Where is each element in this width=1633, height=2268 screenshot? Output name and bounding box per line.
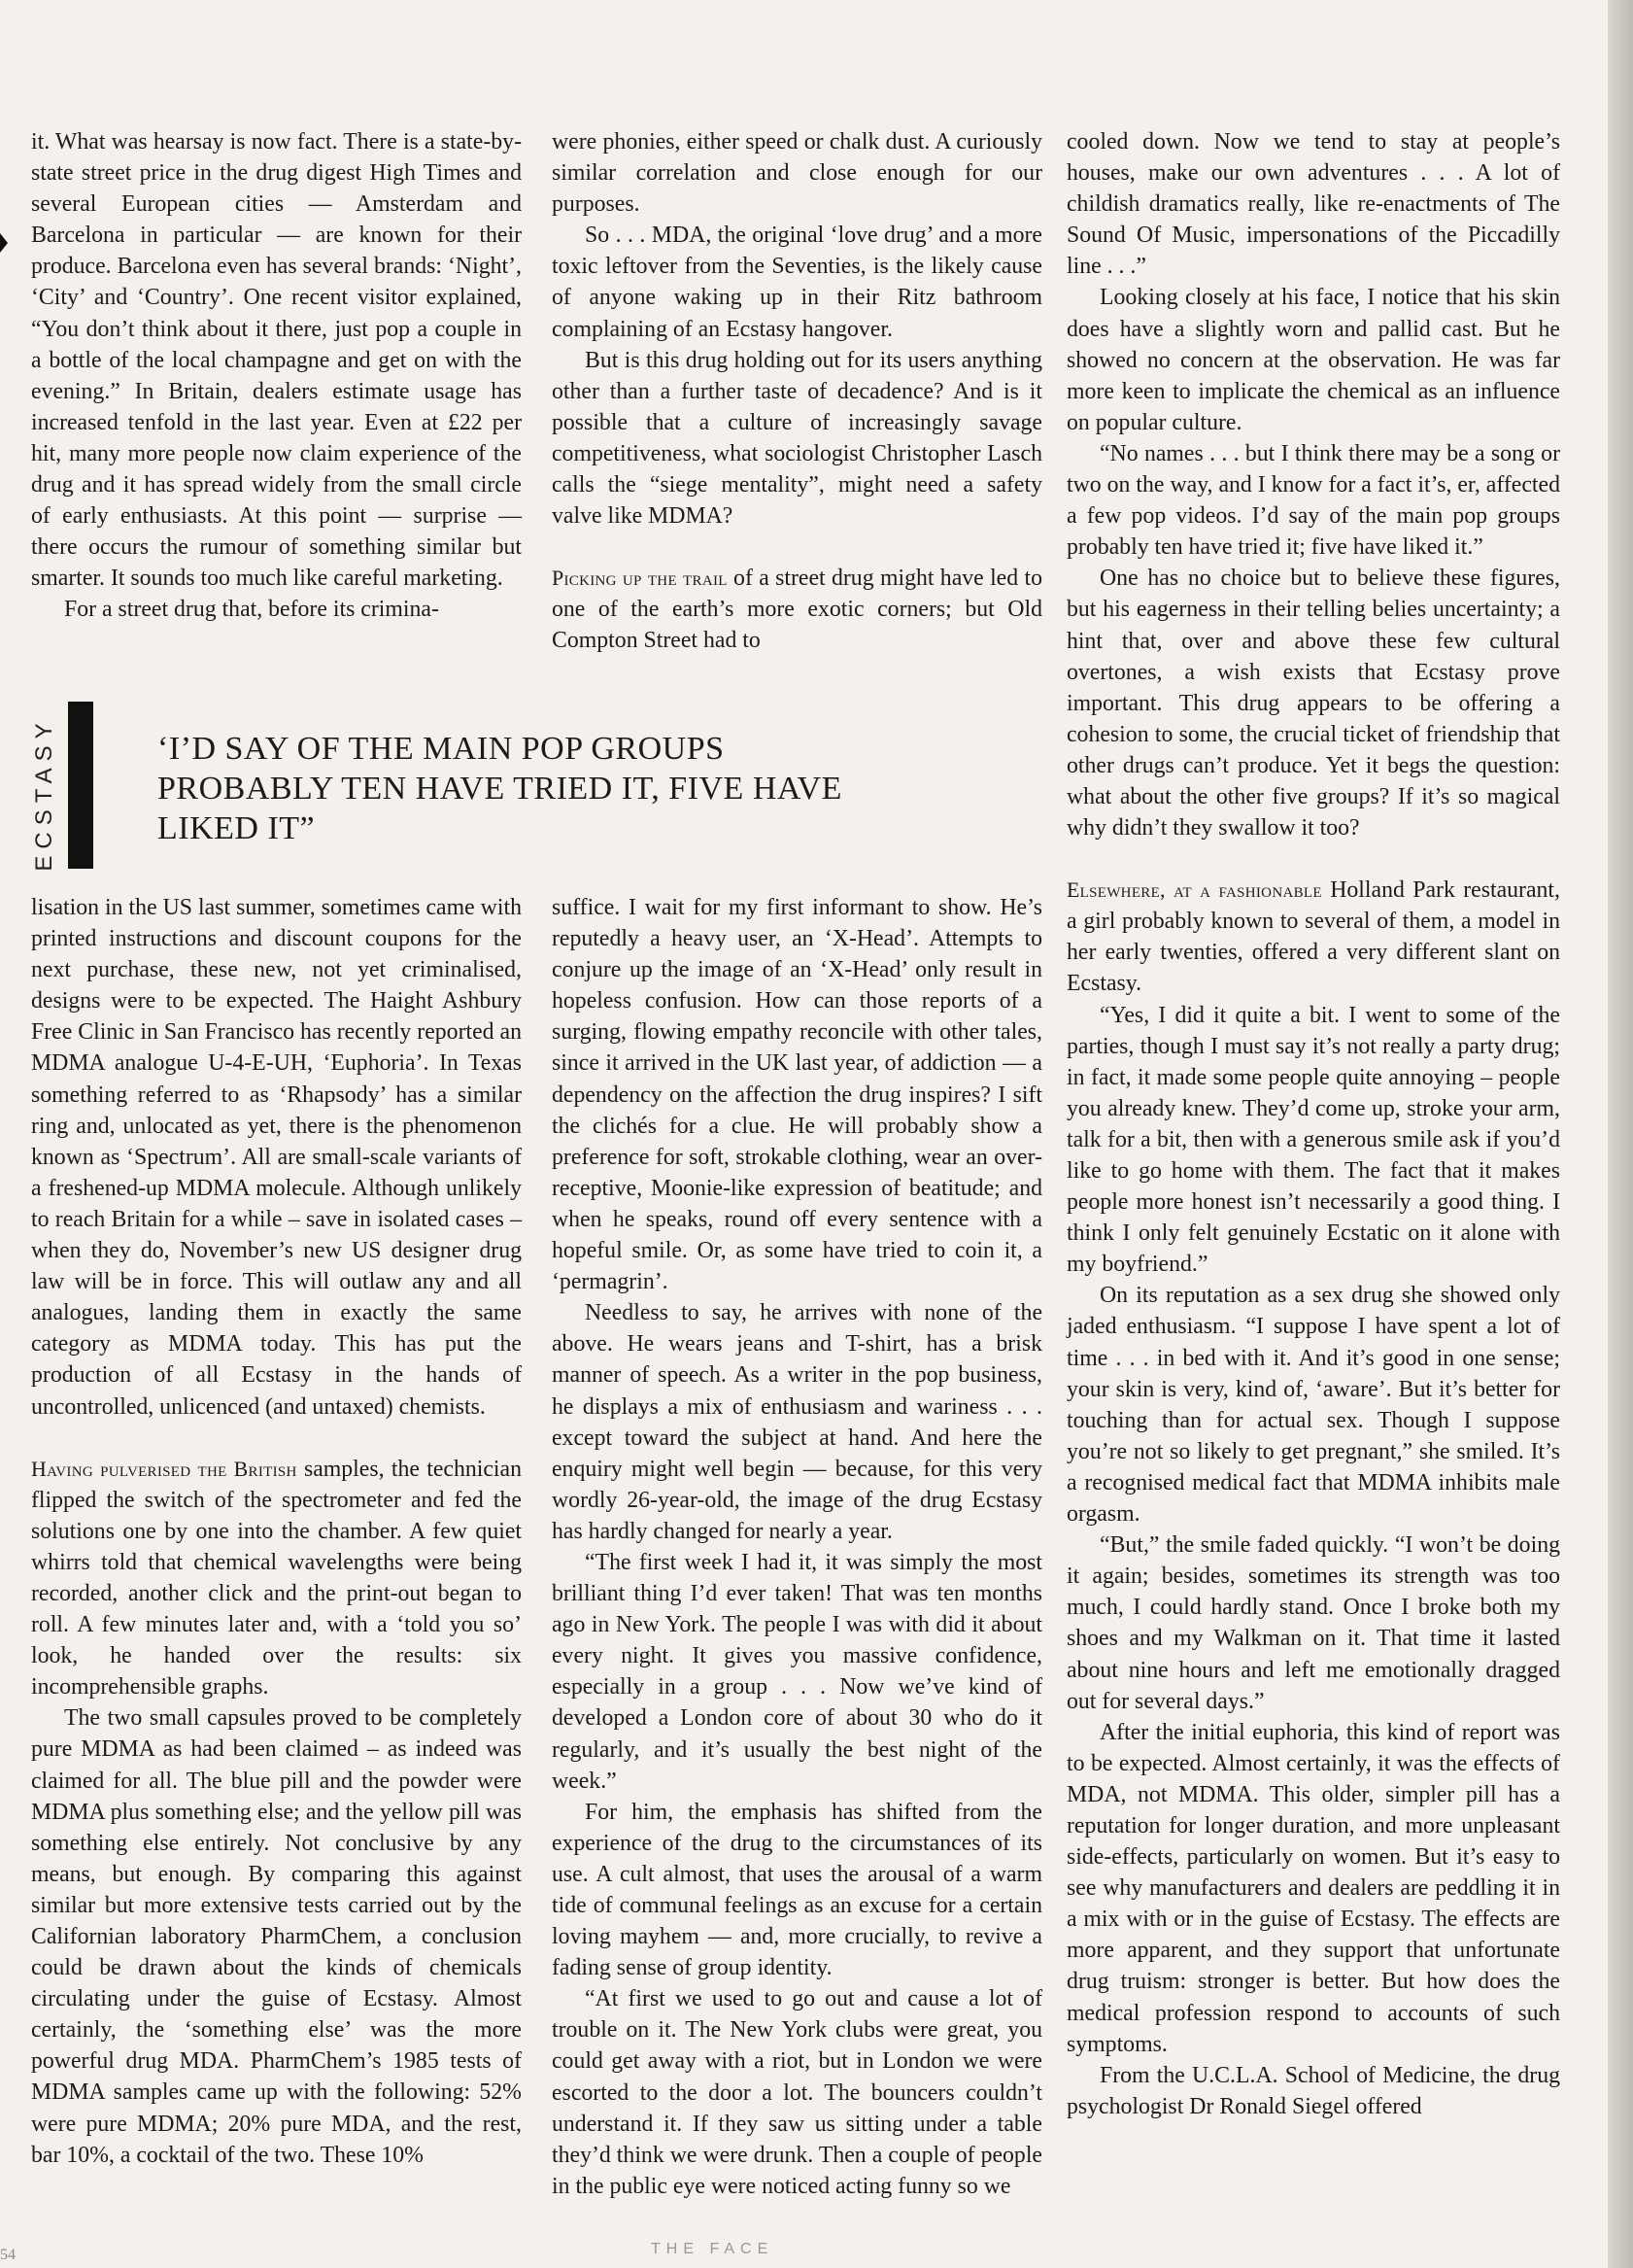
paragraph-text: Holland Park restaurant, a girl probably known to several of them, a model in her early twenties, offered a very different slant on Ecstasy.: [1067, 877, 1560, 997]
paragraph: it. What was hearsay is now fact. There is a state-by-state street price in the drug digest High Times and several European cities — Amsterdam and Barcelona in particular — are known for their produce. Barcelona even has several brands: ‘Night’, ‘City’ and ‘Country’. One recent visitor explained, “You don’t think about it there, just pop a couple in a bottle of the local champagne and get on with the evening.” In Britain, dealers estimate usage has increased tenfold in the last year. Even at £22 per hit, many more people now claim experience of the drug and it has spread widely from the small circle of early enthusiasts. At this point — surprise — there occurs the rumour of something similar but smarter. It sounds too much like careful marketing.: [31, 129, 522, 592]
page-number: 54: [0, 2247, 16, 2263]
section-tag-bar: [68, 702, 93, 869]
paragraph-text: of a street drug might have led to one of the earth’s more exotic corners; but Old Compton Street had to: [552, 566, 1042, 654]
paragraph: On its reputation as a sex drug she showed only jaded enthusiasm. “I suppose I have spent a lot of time . . . in bed with it. And it’s good in one sense; your skin is very, kind of, ‘aware’. But it’s better for touching than for actual sex. Though I suppose you’re not so likely to get pregnant,” she smiled. It’s a recognised medical fact that MDMA inhibits male orgasm.: [1067, 1283, 1560, 1528]
paragraph: Looking closely at his face, I notice that his skin does have a slightly worn and pallid cast. But he showed no concern at the observation. He was far more keen to implicate the chemical as an influence on popular culture.: [1067, 285, 1560, 435]
section-paragraph: [31, 1454, 522, 1703]
section-paragraph: [1067, 875, 1560, 999]
pull-quote-line: ‘I’D SAY OF THE MAIN POP GROUPS: [157, 731, 725, 767]
paragraph: The two small capsules proved to be completely pure MDMA as had been claimed – as indeed was claimed for all. The blue pill and the powder were MDMA plus something else; and the yellow pill was something else entirely. Not conclusive by any means, but enough. By comparing this against similar but more extensive tests carried out by the Californian laboratory PharmChem, a conclusion could be drawn about the kinds of chemicals circulating under the guise of Ecstasy. Almost certainly, the ‘something else’ was the more powerful drug MDA. PharmChem’s 1985 tests of MDMA samples came up with the following: 52% were pure MDMA; 20% pure MDA, and the rest, bar 10%, a cocktail of the two. These 10%: [31, 1705, 522, 2168]
page-edge: [1608, 0, 1633, 2268]
column-1-top: [31, 126, 522, 626]
paragraph-text: samples, the technician flipped the switch of the spectrometer and fed the solutions one by one into the chamber. A few quiet whirrs told that chemical wavelengths were being recorded, another click and the print-out began to roll. A few minutes later and, with a ‘told you so’ look, he handed over the results: six incomprehensible graphs.: [31, 1456, 522, 1701]
section-tag: [25, 716, 64, 872]
column-3: [1067, 126, 1560, 2122]
column-2-bottom: [552, 892, 1042, 2202]
paragraph: One has no choice but to believe these figures, but his eagerness in their telling belies uncertainty; a hint that, over and above these few cultural overtones, a wish exists that Ecstasy prove important. This drug appears to be offering a cohesion to some, the crucial ticket of friendship that other drugs can’t produce. Yet it begs the question: what about the other five groups? If it’s so magical why didn’t they swallow it too?: [1067, 566, 1560, 842]
run-in-lead: Picking up the trail: [552, 566, 728, 591]
column-2-top: [552, 126, 1042, 657]
paragraph: lisation in the US last summer, sometimes came with printed instructions and discount coupons for the next purchase, these new, not yet criminalised, designs were to be expected. The Haight Ashbury Free Clinic in San Francisco has recently reported an MDMA analogue U-4-E-UH, ‘Euphoria’. In Texas something referred to as ‘Rhapsody’ has a similar ring and, unlocated as yet, there is the phenomenon known as ‘Spectrum’. All are small-scale variants of a freshened-up MDMA molecule. Although unlikely to reach Britain for a while – save in isolated cases – when they do, November’s new US designer drug law will be in force. This will outlaw any and all analogues, landing them in exactly the same category as MDMA today. This has put the production of all Ecstasy in the hands of uncontrolled, unlicenced (and untaxed) chemists.: [31, 895, 522, 1420]
column-1-bottom: [31, 892, 522, 2171]
run-in-lead: Having pulverised the British: [31, 1456, 297, 1481]
pull-quote-line: LIKED IT”: [157, 810, 316, 846]
section-paragraph: [552, 563, 1042, 656]
paragraph: For him, the emphasis has shifted from the experience of the drug to the circumstances of its use. A cult almost, that uses the arousal of a warm tide of communal feelings as an excuse for a certain loving mayhem — and, more crucially, to revive a fading sense of group identity.: [552, 1799, 1042, 1981]
paragraph: suffice. I wait for my first informant to show. He’s reputedly a heavy user, an ‘X-Head’. Attempts to conjure up the image of an ‘X-Head’ only result in hopeless confusion. How can those reports of a surging, flowing empathy reconcile with other tales, since it arrived in the UK last year, of addiction — a dependency on the affection the drug inspires? I sift the clichés for a clue. He will probably show a preference for soft, strokable clothing, wear an over-receptive, Moonie-like expression of beatitude; and when he speaks, round off every sentence with a hopeful smile. Or, as some have tried to coin it, a ‘permagrin’.: [552, 895, 1042, 1295]
section-label: ECSTASY: [31, 716, 57, 872]
paragraph: were phonies, either speed or chalk dust. A curiously similar correlation and close enough for our purposes.: [552, 129, 1042, 218]
paragraph: For a street drug that, before its crimina-: [64, 597, 439, 623]
paragraph: But is this drug holding out for its users anything other than a further taste of decadence? And is it possible that a culture of increasingly savage competitiveness, what sociologist Christopher Lasch calls the “siege mentality”, might need a safety valve like MDMA?: [552, 347, 1042, 530]
pull-quote-line: PROBABLY TEN HAVE TRIED IT, FIVE HAVE: [157, 771, 842, 807]
pull-quote: [157, 729, 964, 848]
paragraph: “The first week I had it, it was simply the most brilliant thing I’d ever taken! That was ten months ago in New York. The people I was with did it about every night. It gives you massive confidence, especially in a group . . . Now we’ve kind of developed a London core of about 30 who do it regularly, and it’s usually the best night of the week.”: [552, 1549, 1042, 1794]
magazine-footer: THE FACE: [651, 2241, 774, 2257]
paragraph: So . . . MDA, the original ‘love drug’ and a more toxic leftover from the Seventies, is the likely cause of anyone waking up in their Ritz bathroom complaining of an Ecstasy hangover.: [552, 223, 1042, 342]
paragraph: “No names . . . but I think there may be a song or two on the way, and I know for a fact it’s, er, affected a few pop videos. I’d say of the main pop groups probably ten have tried it; five have liked it.”: [1067, 440, 1560, 561]
paragraph: Needless to say, he arrives with none of the above. He wears jeans and T-shirt, has a brisk manner of speech. As a writer in the pop business, he displays a mix of enthusiasm and wariness . . . except toward the subject at hand. And here the enquiry might well begin — because, for this very wordly 26-year-old, the image of the drug Ecstasy has hardly changed for nearly a year.: [552, 1300, 1042, 1544]
paragraph: “Yes, I did it quite a bit. I went to some of the parties, though I must say it’s not really a party drug; in fact, it made some people quite annoying – people you already knew. They’d come up, stroke your arm, talk for a bit, then with a generous smile ask if you’d like to go home with them. The fact that it makes people more honest isn’t necessarily a good thing. I think I only felt genuinely Ecstatic on it alone with my boyfriend.”: [1067, 1002, 1560, 1278]
paragraph: “At first we used to go out and cause a lot of trouble on it. The New York clubs were great, you could get away with a riot, but in London we were escorted to the door a lot. The bouncers couldn’t understand it. If they saw us sitting under a table they’d think we were drunk. Then a couple of people in the public eye were noticed acting funny so we: [552, 1986, 1042, 2199]
page-marker: [0, 233, 8, 253]
paragraph: cooled down. Now we tend to stay at people’s houses, make our own adventures . . . A lot of childish dramatics really, like re-enactments of The Sound Of Music, impersonations of the Piccadilly line . . .”: [1067, 129, 1560, 280]
run-in-lead: Elsewhere, at a fashionable: [1067, 877, 1322, 903]
paragraph: From the U.C.L.A. School of Medicine, the drug psychologist Dr Ronald Siegel offered: [1067, 2062, 1560, 2119]
paragraph: “But,” the smile faded quickly. “I won’t be doing it again; besides, sometimes its strength was too much, I could hardly stand. Once I broke both my shoes and my Walkman on it. That time it lasted about nine hours and left me emotionally dragged out for several days.”: [1067, 1532, 1560, 1714]
paragraph: After the initial euphoria, this kind of report was to be expected. Almost certainly, it was the effects of MDA, not MDMA. This older, simpler pill has a reputation for longer duration, and more unpleasant side-effects, particularly on women. But it’s easy to see why manufacturers and dealers are peddling it in a mix with or in the guise of Ecstasy. The effects are more apparent, and they support that unfortunate drug truism: stronger is better. But how does the medical profession respond to accounts of such symptoms.: [1067, 1719, 1560, 2057]
